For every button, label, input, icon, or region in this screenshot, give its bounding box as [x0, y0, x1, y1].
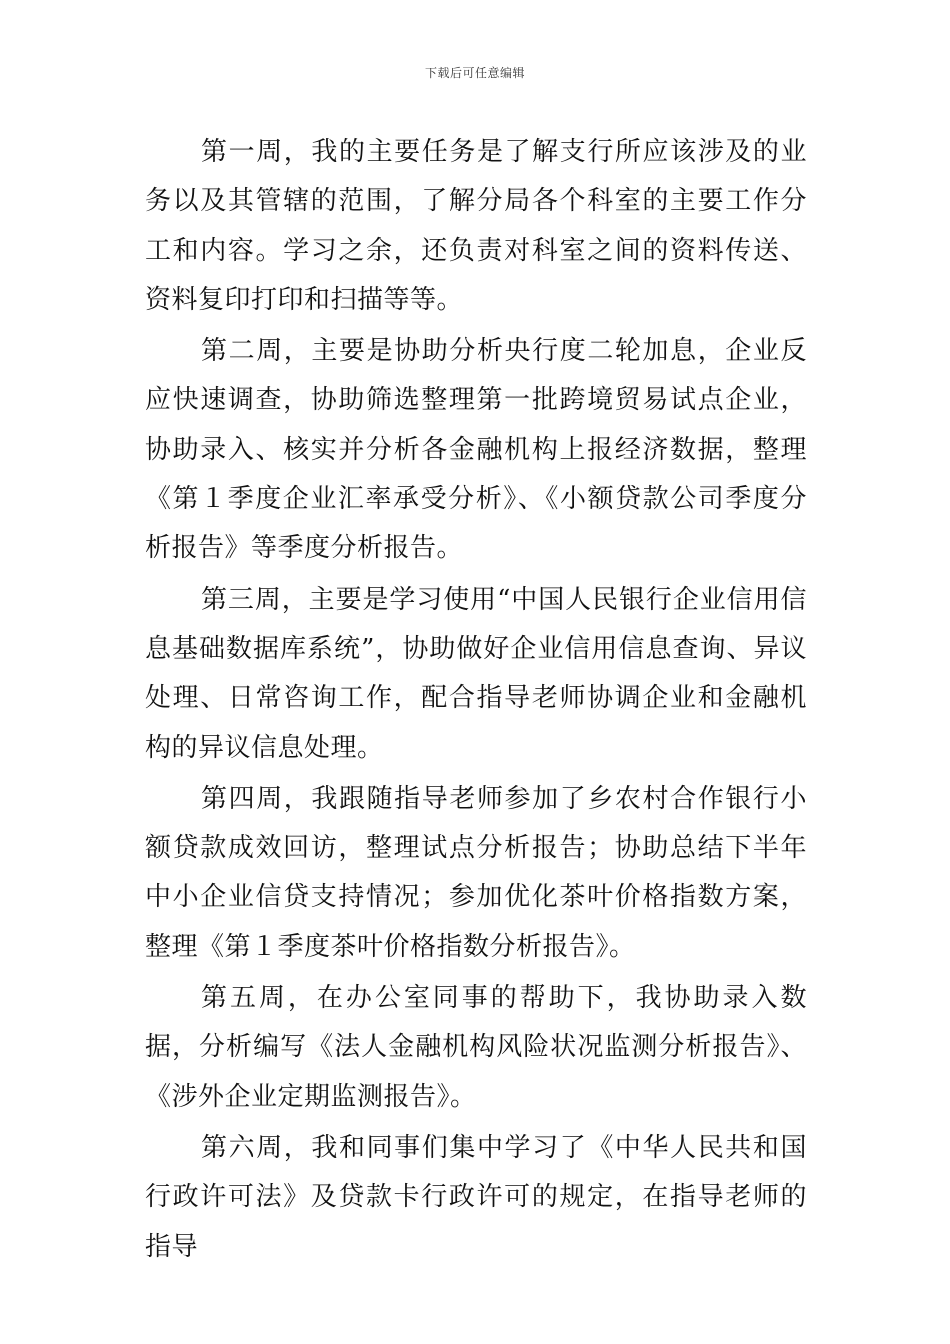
paragraph-week-2: 第二周，主要是协助分析央行度二轮加息，企业反应快速调查，协助筛选整理第一批跨境贸易试点企业，协助录入、核实并分析各金融机构上报经济数据，整理《第１季度企业汇率承受分析》、《小额贷款公司季度分析报告》等季度分析报告。: [145, 336, 807, 564]
header-note: 下载后可任意编辑: [424, 66, 525, 80]
document-body: [145, 128, 807, 1274]
paragraph-week-6: 第六周，我和同事们集中学习了《中华人民共和国行政许可法》及贷款卡行政许可的规定，在指导老师的指导: [145, 1132, 807, 1262]
paragraph-week-5: 第五周，在办公室同事的帮助下，我协助录入数据，分析编写《法人金融机构风险状况监测分析报告》、《涉外企业定期监测报告》。: [145, 983, 807, 1112]
paragraph-week-1: 第一周，我的主要任务是了解支行所应该涉及的业务以及其管辖的范围，了解分局各个科室的主要工作分工和内容。学习之余，还负责对科室之间的资料传送、资料复印打印和扫描等等。: [145, 137, 807, 315]
paragraph-week-3: 第三周，主要是学习使用“中国人民银行企业信用信息基础数据库系统”，协助做好企业信用信息查询、异议处理、日常咨询工作，配合指导老师协调企业和金融机构的异议信息处理。: [145, 584, 807, 763]
paragraph-week-4: 第四周，我跟随指导老师参加了乡农村合作银行小额贷款成效回访，整理试点分析报告；协助总结下半年中小企业信贷支持情况；参加优化茶叶价格指数方案，整理《第１季度茶叶价格指数分析报告》。: [145, 783, 807, 962]
